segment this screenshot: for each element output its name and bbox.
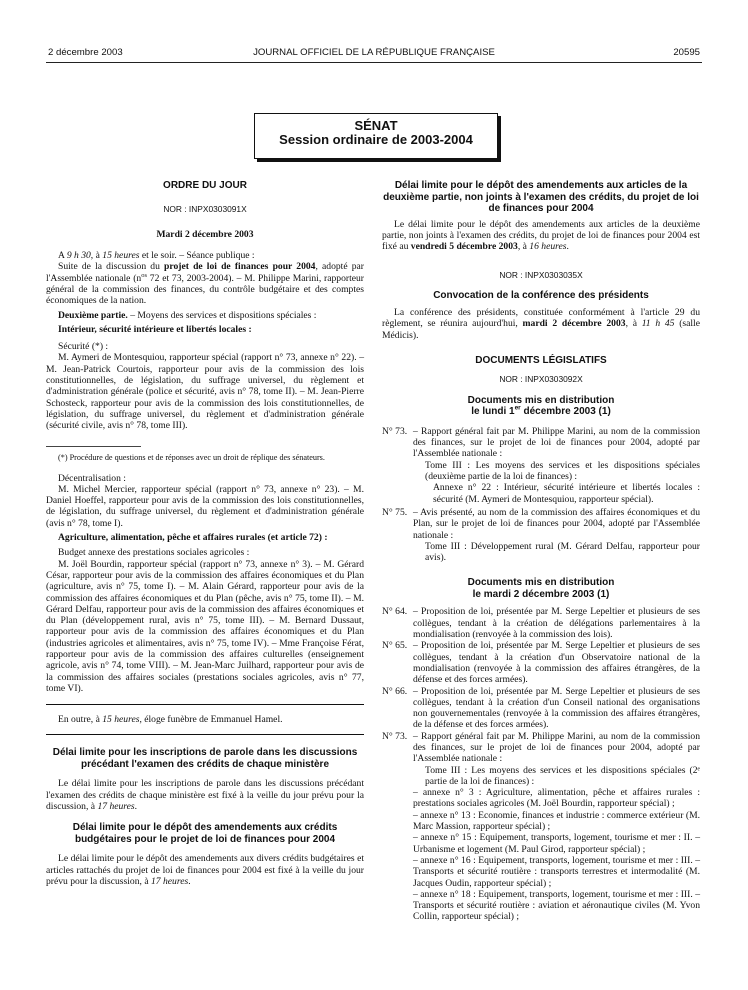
document-item: N° 65. – Proposition de loi, présentée par M. Serge Lepeltier et plusieurs de ses collègues, tendant à la création d'un Observatoire national de la mondialisation (renvoyée à la commission des affaires étrangères, de la défense et des forces armées). [382,640,700,686]
securite-subheading: Sécurité (*) : [58,341,109,353]
page-header [0,44,748,64]
section-divider [46,734,364,735]
agriculture-heading: Agriculture, alimentation, pêche et affaires rurales (et article 72) : [58,532,328,544]
document-number: N° 66. [382,685,408,697]
senat-title-box [254,113,498,159]
tome-line: Tome III : Développement rural (M. Gérard Delfau, rapporteur pour avis). [425,540,700,564]
header-date: 2 décembre 2003 [48,47,123,58]
delai-inscriptions-heading: Délai limite pour les inscriptions de parole dans les discussions précédant l'examen des crédits de chaque ministère [52,747,358,770]
document-item: N° 73. – Rapport général fait par M. Philippe Marini, au nom de la commission des finances, sur le projet de loi de finances pour 2004, adopté par l'Assemblée nationale : Tome III : Les moyens des services et les dispositions spéciales (2ᵉ partie de la loi de finances) : – annexe n° 3 : Agriculture, alimentation, pêche et affaires rurales : prestations sociales agricoles (M. Joël Bourdin, rapporteur spécial) ; – annexe n° 13 : Economie, finances et industrie : commerce extérieur (M. Marc Massion, rapporteur spécial) ; – annexe n° 15 : Equipement, transports, logement, tourisme et mer : II. – Urbanisme et logement (M. Paul Girod, rapporteur spécial) ; – annexe n° 16 : Equipement, transports, logement, tourisme et mer : III. – Transports et sécurité routière : transports terrestres et intermodalité (M. Jacques Oudin, rapporteur spécial) ; – annexe n° 18 : Equipement, transports, logement, tourisme et mer : III. – Transports et sécurité routière : aviation et aéronautique civiles (M. Yvon Collin, rapporteur spécial) ; [382,730,700,923]
header-rule [46,62,702,63]
securite-paragraph: M. Aymeri de Montesquiou, rapporteur spécial (rapport n° 73, annexe n° 22). – M. Jean-Patrick Courtois, rapporteur pour avis de la commission des lois constitutionnelles, de législation, du suffrage universel, du règlement et d'administration générale (police et sécurité, avis n° 78, tome II). – M. Jean-Pierre Schosteck, rapporteur pour avis de la commission des lois constitutionnelles, de législation, du suffrage universel, du règlement et d'administration générale (sécurité civile, avis n° 78, tome III). [46,352,364,432]
annexe-line: – annexe n° 3 : Agriculture, alimentation, pêche et affaires rurales : prestations sociales agricoles (M. Joël Bourdin, rapporteur spécial) ; [413,787,700,810]
document-item: N° 75. – Avis présenté, au nom de la commission des affaires économiques et du Plan, sur le projet de loi de finances pour 2004, adopté par l'Assemblée nationale : Tome III : Développement rural (M. Gérard Delfau, rapporteur pour avis). [382,506,700,564]
distribution-heading-1: Documents mis en distribution le lundi 1er décembre 2003 (1) [467,394,615,418]
conference-presidents-paragraph: La conférence des présidents, constituée conformément à l'article 29 du règlement, se réunira aujourd'hui, mardi 2 décembre 2003, à 11 h 45 (salle Médicis). [382,307,700,341]
nor-reference: NOR : INPX0303092X [499,373,583,384]
annexe-line: – annexe n° 18 : Equipement, transports, logement, tourisme et mer : III. – Transports et sécurité routière : aviation et aéronautique civiles (M. Yvon Collin, rapporteur spécial) ; [413,888,700,923]
decentralisation-paragraph: M. Michel Mercier, rapporteur spécial (rapport n° 73, annexe n° 23). – M. Daniel Hoeffel, rapporteur pour avis de la commission des lois constitutionnelles, de législation, du suffrage universel, du règlement et d'administration générale (avis n° 78, tome I). [46,483,364,529]
document-item: N° 66. – Proposition de loi, présentée par M. Serge Lepeltier et plusieurs de ses collègues, tendant à la création d'un Conseil national des organisations non gouvernementales (renvoyée à la commission des affaires étrangères, de la défense et des forces armées). [382,685,700,731]
date-heading: Mardi 2 décembre 2003 [156,228,254,240]
document-number: N° 73. [382,425,408,437]
nor-reference: NOR : INPX0303091X [163,203,247,214]
document-number: N° 73. [382,730,408,742]
document-item: N° 73. – Rapport général fait par M. Philippe Marini, au nom de la commission des finances, sur le projet de loi de finances pour 2004, adopté par l'Assemblée nationale : Tome III : Les moyens des services et les dispositions spéciales (deuxième partie de la loi de finances) : Annexe n° 22 : Intérieur, sécurité intérieure et libertés locales : sécurité (M. Aymeri de Montesquiou, rapporteur spécial). [382,425,700,505]
header-journal-title: JOURNAL OFFICIEL DE LA RÉPUBLIQUE FRANÇAISE [253,47,495,58]
agriculture-paragraph: M. Joël Bourdin, rapporteur spécial (rapport n° 73, annexe n° 3). – M. Gérard César, rapporteur pour avis de la commission des affaires économiques et du Plan (agriculture, avis n° 75, tome I). – M. Alain Gérard, rapporteur pour avis de la commission des affaires économiques et du Plan (pêche, avis n° 75, tome II). – M. Gérard Delfau, rapporteur pour avis de la commission des affaires économiques et du Plan (développement rural, avis n° 75, tome III). – M. Bernard Dussaut, rapporteur pour avis de la commission des affaires économiques et du Plan (industries agricoles et alimentaires, avis n° 75, tome IV). – Mme Françoise Férat, rapporteur pour avis de la commission des affaires culturelles (enseignement agricole, avis n° 74, tome VIII). – M. Jean-Marc Juilhard, rapporteur pour avis de la commission des affaires sociales (prestations sociales agricoles, avis n° 77, tome VI). [46,558,364,694]
left-column [46,180,364,887]
right-column [382,180,700,923]
budget-annexe-subheading: Budget annexe des prestations sociales agricoles : [58,547,250,559]
section-divider [46,704,364,705]
senat-title: SÉNAT [354,118,398,133]
suite-paragraph: Suite de la discussion du projet de loi de finances pour 2004, adopté par l'Assemblée nationale ($n^{os}$ 72 et 73, 2003-2004). – M. Philippe Marini, rapporteur général de la commission des finances, du contrôle budgétaire et des comptes économiques de la nation. [46,261,364,307]
document-number: N° 64. [382,606,408,618]
annexe-line: Annexe n° 22 : Intérieur, sécurité intérieure et libertés locales : sécurité (M. Aymeri de Montesquiou, rapporteur spécial). [433,482,700,505]
nor-reference: NOR : INPX0303035X [499,270,583,281]
annexe-line: – annexe n° 13 : Economie, finances et industrie : commerce extérieur (M. Marc Massion, rapporteur spécial) ; [413,809,700,833]
annexe-line: – annexe n° 16 : Equipement, transports, logement, tourisme et mer : III. – Transports et sécurité routière : transports terrestres et intermodalité (M. Jacques Oudin, rapporteur spécial) ; [413,854,700,889]
tome-line: Tome III : Les moyens des services et les dispositions spéciales (deuxième partie de la loi de finances) : [425,459,700,483]
documents-legislatifs-heading: DOCUMENTS LÉGISLATIFS [475,355,607,367]
document-number: N° 65. [382,640,408,652]
document-number: N° 75. [382,506,408,518]
header-page-number: 20595 [673,47,700,58]
distribution-heading-2: Documents mis en distribution le mardi 2 décembre 2003 (1) [467,577,615,600]
ordre-du-jour-heading: ORDRE DU JOUR [163,180,247,191]
session-title: Session ordinaire de 2003-2004 [279,132,473,148]
conference-presidents-heading: Convocation de la conférence des présidents [433,289,649,301]
delai-articles-paragraph: Le délai limite pour le dépôt des amendements aux articles de la deuxième partie, non joints à l'examen des crédits, du projet de loi de finances pour 2004 est fixé au vendredi 5 décembre 2003, à 16 heures. [382,218,700,253]
annexe-line: – annexe n° 15 : Equipement, transports, logement, tourisme et mer : II. – Urbanisme et logement (M. Paul Girod, rapporteur spécial) ; [413,832,700,855]
delai-amendements-credits-paragraph: Le délai limite pour le dépôt des amendements aux divers crédits budgétaires et articles rattachés du projet de loi de finances pour 2004 est fixé à la veille du jour prévu pour la discussion, à 17 heures. [46,853,364,887]
document-item: N° 64. – Proposition de loi, présentée par M. Serge Lepeltier et plusieurs de ses collègues, tendant à la création de délégations parlementaires à la mondialisation (renvoyée à la commission des lois). [382,606,700,641]
decentralisation-subheading: Décentralisation : [58,472,126,484]
delai-inscriptions-paragraph: Le délai limite pour les inscriptions de parole dans les discussions précédant l'examen des crédits de chaque ministère est fixé à la veille du jour prévu pour la discussion, à 17 heures. [46,778,364,813]
delai-amendements-credits-heading: Délai limite pour le dépôt des amendements aux crédits budgétaires pour le projet de loi de finances pour 2004 [72,822,338,845]
eloge-paragraph: En outre, à 15 heures, éloge funèbre de Emmanuel Hamel. [58,714,283,726]
tome-line: Tome III : Les moyens des services et les dispositions spéciales (2ᵉ partie de la loi de finances) : [425,764,700,787]
seance-paragraph: A 9 h 30, à 15 heures et le soir. – Séance publique : [58,250,255,262]
footnote: (*) Procédure de questions et de réponses avec un droit de réplique des sénateurs. [58,452,325,462]
delai-articles-heading: Délai limite pour le dépôt des amendements aux articles de la deuxième partie, non joints à l'examen des crédits, du projet de loi de finances pour 2004 [383,180,699,214]
footnote-divider [46,446,141,447]
deuxieme-partie-paragraph: Deuxième partie. – Moyens des services et dispositions spéciales : [58,309,317,321]
interieur-heading: Intérieur, sécurité intérieure et libertés locales : [58,323,252,335]
